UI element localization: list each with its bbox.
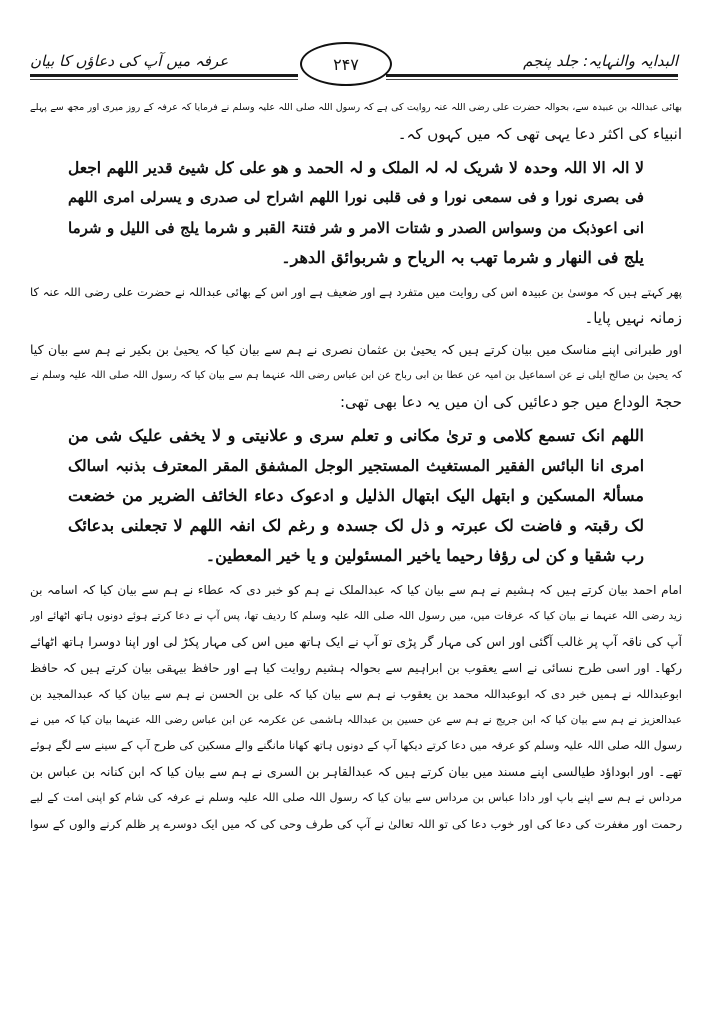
text-line: زمانہ نہیں پایا۔ [584, 309, 682, 327]
text-line: رحمت اور مغفرت کی دعا کی اور خوب دعا کی تو اللہ تعالیٰ نے آپ کی طرف وحی کی کہ میں ایک دوسرے پر ظلم کرنے والوں کے سوا [30, 817, 682, 831]
paragraph-3 [30, 337, 682, 415]
arabic-line: اللھم انک تسمع کلامی و تریٰ مکانی و تعلم سری و علانیتی و لا یخفی علیک شی من [68, 426, 644, 445]
text-line: مرداس نے ہم سے اپنے باپ اور دادا عباس بن مرداس سے بیان کیا کہ رسول اللہ صلی اللہ علیہ وسلم نے عرفہ کی شام کو اپنی امت کے لیے [30, 791, 682, 804]
arabic-line: فی بصری نورا و فی سمعی نورا و فی قلبی نورا اللھم اشراح لی صدری و یسرلی امری اللھم [68, 189, 644, 206]
book-title: البدایہ والنہایہ: جلد پنجم [523, 52, 678, 70]
text-line: تھے۔ اور ابوداؤد طیالسی اپنے مسند میں بیان کرتے ہیں کہ عبدالقاہر بن السری نے ہم سے بیان کیا کہ ابن کنانہ بن عباس بن [30, 764, 682, 779]
text-line: عبدالعزیز نے ہم سے بیان کیا کہ ابن جریج نے ہم سے عن حسین بن عبداللہ ہاشمی عن عکرمہ عن ابن عباس رضی اللہ عنہما بیان کیا کہ میں نے [30, 714, 682, 726]
page-header [30, 40, 678, 92]
text-line: زید رضی اللہ عنہما نے بیان کیا کہ عرفات میں، میں رسول اللہ صلی اللہ علیہ وسلم کا ردیف تھا، پس آپ نے دعا کرتے ہوئے دونوں ہاتھ اٹھائے اور [30, 610, 682, 622]
paragraph-1 [30, 95, 682, 147]
text-line: اور طبرانی اپنے مناسک میں بیان کرتے ہیں کہ یحییٰ بن عثمان نصری نے ہم سے بیان کیا کہ یحییٰ بن بکیر نے ہم سے بیان کیا [30, 342, 682, 357]
arabic-line: لا الہ الا اللہ وحدہ لا شریک لہ لہ الملک و لہ الحمد و ھو علی کل شیئ قدیر اللھم اجعل [68, 158, 644, 177]
arabic-line: رب شقیا و کن لی رؤفا رحیما یاخیر المسئولین و یا خیر المعطین۔ [205, 546, 644, 565]
paragraph-4 [30, 577, 682, 837]
arabic-supplication-2 [30, 421, 682, 571]
page-number-badge [300, 42, 392, 86]
arabic-supplication-1 [30, 153, 682, 273]
text-line: ابوعبداللہ نے ہمیں خبر دی کہ ابوعبداللہ محمد بن یعقوب نے ہم سے بیان کیا کہ علی بن الحسن نے ہم سے بیان کیا کہ عبدالمجید بن [30, 687, 682, 701]
text-line: کہ یحییٰ بن صالح ایلی نے عن اسماعیل بن امیہ عن عطا بن ابی رباح عن ابن عباس رضی اللہ عنہما ہم سے بیان کیا کہ رسول اللہ صلی اللہ علیہ وسلم نے [30, 370, 682, 381]
text-line: انبیاء کی اکثر دعا یہی تھی کہ میں کہوں کہ۔ [397, 125, 682, 143]
text-line: رسول اللہ صلی اللہ علیہ وسلم کو عرفہ میں دعا کرتے دیکھا آپ کے دونوں ہاتھ کھانا مانگنے والے مسکین کی طرح آپ کے سینے سے لگے ہوئے [30, 739, 682, 752]
arabic-line: لک رقبتہ و فاضت لک عبرتہ و ذل لک جسدہ و رغم لک انفہ اللھم لا تجعلنی بدعائک [68, 516, 644, 535]
header-rule-right [386, 74, 678, 77]
arabic-line: انی اعوذبک من وسواس الصدر و شتات الامر و شر فتنۃ القبر و شرما یلج فی اللیل و شرما [68, 219, 644, 237]
text-line: پھر کہتے ہیں کہ موسیٰ بن عبیدہ اس کی روایت میں متفرد ہے اور ضعیف ہے اور اس کے بھائی عبداللہ نے حضرت علی رضی اللہ عنہ کا [30, 285, 682, 299]
text-line: آپ کی ناقہ آپ پر غالب آگئی اور اس کی مہار گر پڑی تو آپ نے ایک ہاتھ میں اس کی مہار پکڑ لی اور اپنا دوسرا ہاتھ اٹھائے [30, 634, 682, 649]
header-rule-left [30, 74, 298, 77]
arabic-line: امری انا البائس الفقیر المستغیث المستجیر الوجل المشفق المقر المعترف بذنبہ اسالک [68, 456, 644, 475]
page-number: ۲۴۷ [333, 54, 359, 74]
text-line: امام احمد بیان کرتے ہیں کہ ہشیم نے ہم سے بیان کیا کہ عبدالملک نے ہم کو خبر دی کہ عطاء نے ہم سے بیان کیا کہ اسامہ بن [30, 583, 682, 597]
text-line: بھائی عبداللہ بن عبیدہ سے، بحوالہ حضرت علی رضی اللہ عنہ روایت کی ہے کہ رسول اللہ صلی اللہ علیہ وسلم نے فرمایا کہ عرفہ کے روز میری اور مجھ سے پہلے [30, 102, 682, 113]
text-line: حجۃ الوداع میں جو دعائیں کی ان میں یہ دعا بھی تھی: [339, 393, 682, 411]
arabic-line: یلج فی النھار و شرما تھب بہ الریاح و شربوائق الدھر۔ [281, 248, 644, 267]
text-line: رکھا۔ اور اسی طرح نسائی نے اسے یعقوب بن ابراہیم سے بحوالہ ہشیم روایت کیا ہے اور حافظ بیہقی بیان کرتے ہیں کہ حافظ [30, 661, 682, 675]
page-content [30, 95, 682, 843]
paragraph-2 [30, 279, 682, 331]
chapter-title: عرفہ میں آپ کی دعاؤں کا بیان [30, 52, 229, 70]
arabic-line: مسألۃ المسکین و ابتھل الیک ابتھال الذلیل و ادعوک دعاء الخائف الضریر من خضعت [68, 486, 644, 505]
